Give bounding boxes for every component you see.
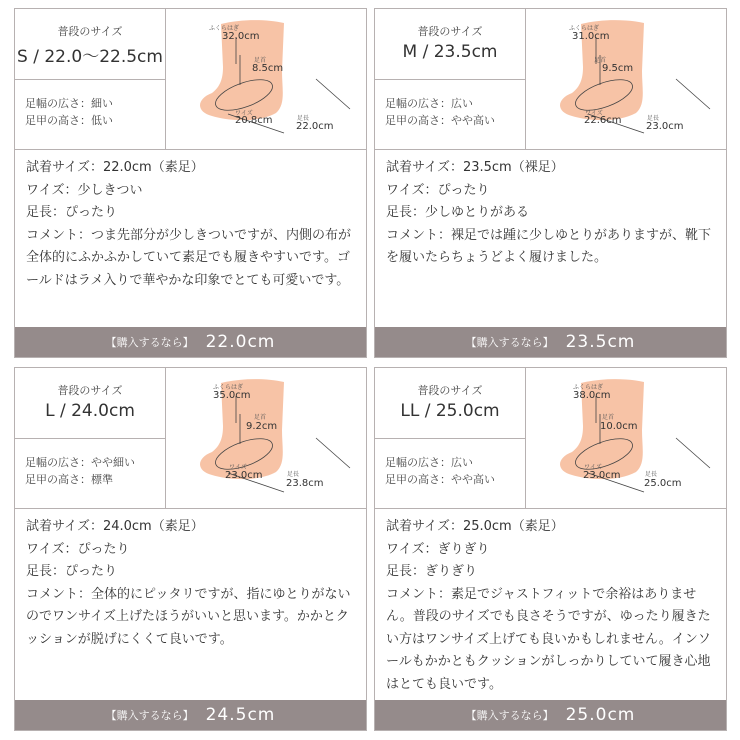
ankle-label: 足首 xyxy=(254,57,267,64)
length-label: 足長 xyxy=(647,115,660,122)
length-fit: 足長：ぎりぎり xyxy=(386,564,478,579)
length-fit: 足長：ぴったり xyxy=(26,205,118,220)
width-trait: 足幅の広さ：細い xyxy=(25,97,113,110)
length-fit: 足長：少しゆとりがある xyxy=(386,205,530,220)
review-card-1 xyxy=(14,8,367,358)
profile-panel xyxy=(15,9,166,149)
calf-label: ふくらはぎ xyxy=(209,25,240,32)
review-text xyxy=(26,157,358,292)
ankle-label: 足首 xyxy=(594,57,607,64)
instep-trait: 足甲の高さ：やや高い xyxy=(385,114,495,127)
wise-fit: ワイズ：少しきつい xyxy=(26,182,143,198)
wise-value: 23.0cm xyxy=(583,470,621,481)
length-value: 22.0cm xyxy=(296,121,334,132)
buy-label: 【購入するなら】 xyxy=(465,336,554,349)
card-header xyxy=(375,368,726,509)
width-trait: 足幅の広さ：やや細い xyxy=(25,456,135,469)
review-card-3 xyxy=(14,367,367,731)
usual-size-value: L / 24.0cm xyxy=(45,401,135,421)
buy-size: 23.5cm xyxy=(565,332,636,352)
foot-traits xyxy=(385,454,495,488)
wise-value: 23.0cm xyxy=(225,470,263,481)
buy-size: 22.0cm xyxy=(205,332,276,352)
buy-size: 25.0cm xyxy=(565,705,636,725)
usual-size-caption: 普段のサイズ xyxy=(57,25,123,38)
buy-size-bar xyxy=(15,700,366,730)
length-value: 23.8cm xyxy=(286,478,324,489)
buy-label: 【購入するなら】 xyxy=(465,709,554,722)
length-label: 足長 xyxy=(297,115,310,122)
wise-label: ワイズ xyxy=(585,110,603,117)
wise-label: ワイズ xyxy=(235,110,253,117)
profile-panel xyxy=(15,368,166,508)
usual-size-box xyxy=(375,368,525,439)
buy-size-bar xyxy=(375,327,726,357)
card-header xyxy=(375,9,726,150)
foot-traits xyxy=(385,95,495,129)
review-text xyxy=(386,516,718,696)
usual-size-value: M / 23.5cm xyxy=(402,42,498,62)
length-fit: 足長：ぴったり xyxy=(26,564,118,579)
wise-value: 22.6cm xyxy=(584,115,622,126)
calf-label: ふくらはぎ xyxy=(573,384,604,391)
usual-size-caption: 普段のサイズ xyxy=(417,25,483,38)
buy-size-bar xyxy=(15,327,366,357)
ankle-value: 9.2cm xyxy=(246,421,278,432)
calf-label: ふくらはぎ xyxy=(569,25,600,32)
foot-traits xyxy=(25,95,113,129)
foot-illustration xyxy=(526,368,726,508)
ankle-value: 8.5cm xyxy=(252,63,284,74)
foot-diagram xyxy=(166,9,366,149)
usual-size-value: S / 22.0～22.5cm xyxy=(17,47,163,67)
usual-size-box xyxy=(15,9,165,80)
wise-fit: ワイズ：ぎりぎり xyxy=(386,541,490,557)
foot-illustration xyxy=(526,9,726,149)
calf-value: 38.0cm xyxy=(573,390,611,401)
foot-illustration xyxy=(166,368,366,508)
wise-label: ワイズ xyxy=(229,464,247,471)
foot-diagram xyxy=(166,368,366,508)
width-trait: 足幅の広さ：広い xyxy=(385,97,473,110)
wise-fit: ワイズ：ぴったり xyxy=(26,541,130,557)
instep-trait: 足甲の高さ：やや高い xyxy=(385,473,495,486)
review-card-2 xyxy=(374,8,727,358)
usual-size-caption: 普段のサイズ xyxy=(417,384,483,397)
wise-fit: ワイズ：ぴったり xyxy=(386,182,490,198)
comment: コメント：素足でジャストフィットで余裕はありません。普段のサイズでも良さそうですが、ゆったり履きたい方はワンサイズ上げても良いかもしれません。インソールもかかともクッションがしっかりしていて履き心地はとても良いです。 xyxy=(386,586,711,692)
comment: コメント：全体的にピッタリですが、指にゆとりがないのでワンサイズ上げたほうがいいと思います。かかとクッションが脱げにくくて良いです。 xyxy=(26,586,351,647)
card-header xyxy=(15,9,366,150)
buy-size-bar xyxy=(375,700,726,730)
comment: コメント：裸足では踵に少しゆとりがありますが、靴下を履いたらちょうどよく履けました。 xyxy=(386,227,712,265)
length-label: 足長 xyxy=(287,471,300,478)
length-label: 足長 xyxy=(645,471,658,478)
ankle-value: 9.5cm xyxy=(602,63,634,74)
ankle-label: 足首 xyxy=(602,414,615,421)
profile-panel xyxy=(375,368,526,508)
calf-value: 32.0cm xyxy=(222,31,260,42)
foot-illustration xyxy=(166,9,366,149)
usual-size-box xyxy=(375,9,525,80)
ankle-label: 足首 xyxy=(254,414,267,421)
comment: コメント：つま先部分が少しきついですが、内側の布が全体的にふかふかしていて素足でも履きやすいです。ゴールドはラメ入りで華やかな印象でとても可愛いです。 xyxy=(26,227,352,288)
review-text xyxy=(386,157,718,270)
review-card-4 xyxy=(374,367,727,731)
trial-size: 試着サイズ：25.0cm（素足） xyxy=(386,519,564,534)
length-value: 23.0cm xyxy=(646,121,684,132)
instep-trait: 足甲の高さ：低い xyxy=(25,114,113,127)
calf-value: 35.0cm xyxy=(213,390,251,401)
buy-label: 【購入するなら】 xyxy=(105,336,194,349)
profile-panel xyxy=(375,9,526,149)
trial-size: 試着サイズ：24.0cm（素足） xyxy=(26,519,204,534)
wise-label: ワイズ xyxy=(584,464,602,471)
trial-size: 試着サイズ：22.0cm（素足） xyxy=(26,160,204,175)
usual-size-value: LL / 25.0cm xyxy=(400,401,500,421)
length-value: 25.0cm xyxy=(644,478,682,489)
trial-size: 試着サイズ：23.5cm（裸足） xyxy=(386,160,564,175)
calf-label: ふくらはぎ xyxy=(213,384,244,391)
buy-size: 24.5cm xyxy=(205,705,276,725)
wise-value: 20.8cm xyxy=(235,115,273,126)
width-trait: 足幅の広さ：広い xyxy=(385,456,473,469)
calf-value: 31.0cm xyxy=(572,31,610,42)
foot-traits xyxy=(25,454,135,488)
foot-diagram xyxy=(526,368,726,508)
card-header xyxy=(15,368,366,509)
ankle-value: 10.0cm xyxy=(600,421,638,432)
instep-trait: 足甲の高さ：標準 xyxy=(25,473,113,486)
review-text xyxy=(26,516,358,651)
foot-diagram xyxy=(526,9,726,149)
usual-size-caption: 普段のサイズ xyxy=(57,384,123,397)
buy-label: 【購入するなら】 xyxy=(105,709,194,722)
usual-size-box xyxy=(15,368,165,439)
